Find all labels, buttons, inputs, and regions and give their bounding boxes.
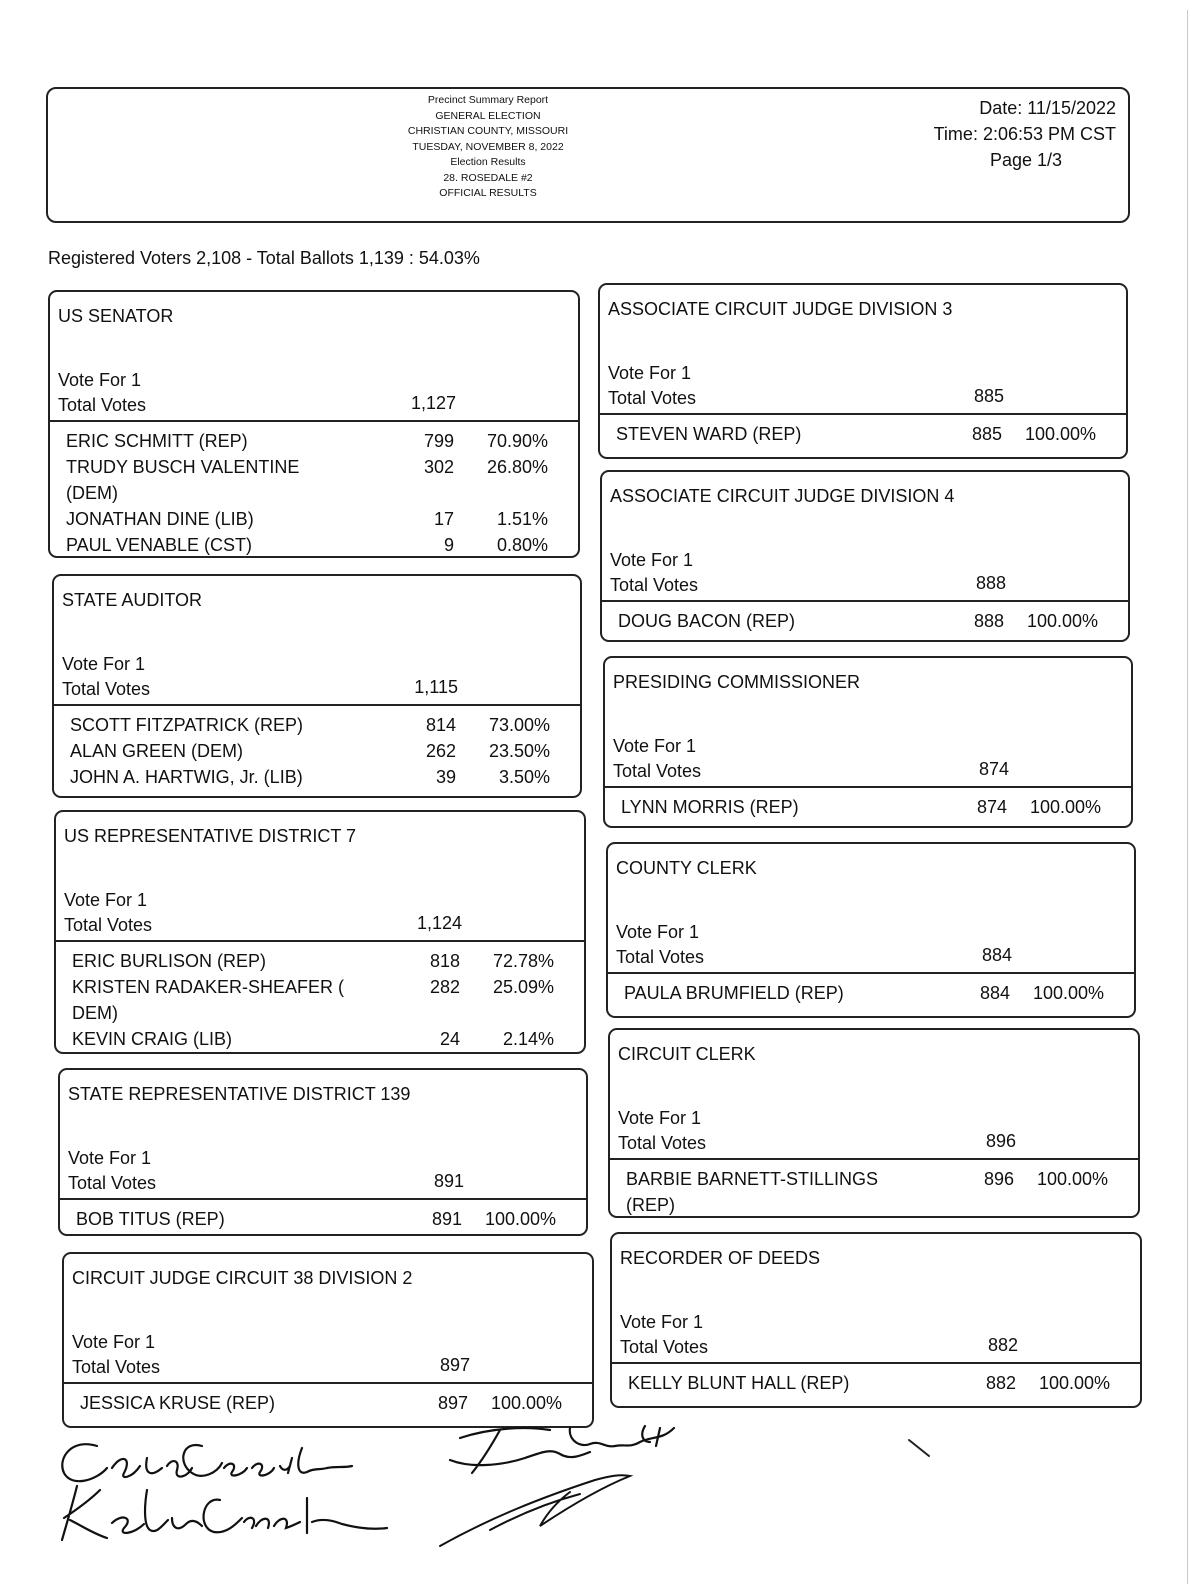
race-title: PRESIDING COMMISSIONER bbox=[613, 672, 861, 692]
candidate-votes: 39 bbox=[435, 767, 456, 787]
candidate-name bbox=[628, 1370, 849, 1396]
total-votes-value: 885 bbox=[973, 386, 1004, 406]
report-type: Precinct Summary Report bbox=[427, 94, 549, 106]
candidate-name bbox=[621, 794, 799, 820]
race-box bbox=[598, 283, 1128, 459]
candidate-name bbox=[66, 454, 299, 506]
candidate-percent: 25.09% bbox=[492, 977, 554, 997]
candidate-name bbox=[616, 421, 801, 447]
candidate-percent: 100.00% bbox=[1029, 797, 1101, 817]
candidate-percent: 2.14% bbox=[502, 1029, 554, 1049]
stray-mark bbox=[905, 1436, 935, 1460]
report-title-block bbox=[368, 93, 608, 202]
candidate-name bbox=[626, 1166, 878, 1218]
candidate-votes: 884 bbox=[979, 983, 1010, 1003]
candidate-percent: 100.00% bbox=[1036, 1169, 1108, 1189]
race-divider bbox=[608, 972, 1134, 974]
candidate-percent: 100.00% bbox=[1026, 611, 1098, 631]
total-votes-value: 884 bbox=[981, 945, 1012, 965]
vote-for-label: Vote For 1 bbox=[62, 654, 146, 674]
total-votes-label: Total Votes bbox=[68, 1173, 157, 1193]
candidate-name-line: KELLY BLUNT HALL (REP) bbox=[628, 1373, 850, 1393]
candidate-name-line: ERIC SCHMITT (REP) bbox=[66, 431, 248, 451]
candidate-votes: 799 bbox=[423, 431, 454, 451]
candidate-votes: 888 bbox=[973, 611, 1004, 631]
race-box bbox=[62, 1252, 594, 1428]
total-votes-value: 896 bbox=[985, 1131, 1016, 1151]
total-votes-label: Total Votes bbox=[613, 761, 702, 781]
race-box bbox=[603, 656, 1133, 828]
candidate-name-line: SCOTT FITZPATRICK (REP) bbox=[70, 715, 303, 735]
total-votes-label: Total Votes bbox=[616, 947, 705, 967]
candidate-name bbox=[624, 980, 844, 1006]
vote-for-label: Vote For 1 bbox=[618, 1108, 702, 1128]
candidate-name bbox=[66, 428, 248, 454]
race-box bbox=[48, 290, 580, 558]
race-box bbox=[606, 842, 1136, 1018]
candidate-name bbox=[70, 764, 303, 790]
candidate-votes: 814 bbox=[425, 715, 456, 735]
race-divider bbox=[605, 786, 1131, 788]
total-votes-value: 874 bbox=[978, 759, 1009, 779]
page-number: Page 1/3 bbox=[989, 150, 1063, 170]
candidate-name bbox=[70, 712, 303, 738]
race-box bbox=[54, 810, 586, 1054]
signature-tom-russell bbox=[430, 1418, 700, 1558]
total-votes-label: Total Votes bbox=[62, 679, 151, 699]
candidate-percent: 100.00% bbox=[490, 1393, 562, 1413]
race-title: STATE AUDITOR bbox=[62, 590, 203, 610]
candidate-name-line: STEVEN WARD (REP) bbox=[616, 424, 802, 444]
race-title: ASSOCIATE CIRCUIT JUDGE DIVISION 4 bbox=[610, 486, 955, 506]
candidate-name-line: DEM) bbox=[72, 1003, 118, 1023]
total-votes-value: 897 bbox=[439, 1355, 470, 1375]
total-votes-label: Total Votes bbox=[610, 575, 699, 595]
candidate-percent: 73.00% bbox=[488, 715, 550, 735]
vote-for-label: Vote For 1 bbox=[608, 363, 692, 383]
results-label: Election Results bbox=[450, 156, 526, 168]
candidate-votes: 302 bbox=[423, 457, 454, 477]
total-votes-value: 1,127 bbox=[410, 393, 456, 413]
race-divider bbox=[600, 413, 1126, 415]
election-name: GENERAL ELECTION bbox=[435, 109, 541, 122]
race-box bbox=[608, 1028, 1140, 1218]
vote-for-label: Vote For 1 bbox=[58, 370, 142, 390]
race-box bbox=[600, 470, 1130, 642]
race-title: US SENATOR bbox=[58, 306, 174, 326]
vote-for-label: Vote For 1 bbox=[610, 550, 694, 570]
candidate-percent: 23.50% bbox=[488, 741, 550, 761]
race-divider bbox=[612, 1362, 1140, 1364]
race-title: CIRCUIT JUDGE CIRCUIT 38 DIVISION 2 bbox=[72, 1268, 413, 1288]
report-header bbox=[46, 87, 1130, 223]
candidate-votes: 17 bbox=[433, 509, 454, 529]
candidate-name-line: DOUG BACON (REP) bbox=[618, 611, 796, 631]
total-votes-label: Total Votes bbox=[64, 915, 153, 935]
precinct-name: 28. ROSEDALE #2 bbox=[443, 171, 533, 184]
candidate-name bbox=[66, 506, 254, 532]
total-votes-label: Total Votes bbox=[72, 1357, 161, 1377]
candidate-name-line: (DEM) bbox=[66, 483, 118, 503]
candidate-name-line: JONATHAN DINE (LIB) bbox=[66, 509, 254, 529]
candidate-name-line: JESSICA KRUSE (REP) bbox=[80, 1393, 276, 1413]
candidate-name-line: JOHN A. HARTWIG, Jr. (LIB) bbox=[70, 767, 303, 787]
candidate-percent: 100.00% bbox=[484, 1209, 556, 1229]
candidate-votes: 818 bbox=[429, 951, 460, 971]
report-time: Time: 2:06:53 PM CST bbox=[933, 124, 1116, 144]
total-votes-value: 1,115 bbox=[414, 677, 458, 697]
vote-for-label: Vote For 1 bbox=[72, 1332, 156, 1352]
vote-for-label: Vote For 1 bbox=[620, 1312, 704, 1332]
candidate-name bbox=[72, 974, 344, 1026]
race-title: RECORDER OF DEEDS bbox=[620, 1248, 821, 1268]
total-votes-value: 888 bbox=[975, 573, 1006, 593]
total-votes-value: 1,124 bbox=[416, 913, 462, 933]
vote-for-label: Vote For 1 bbox=[616, 922, 700, 942]
race-divider bbox=[602, 600, 1128, 602]
candidate-percent: 3.50% bbox=[498, 767, 550, 787]
candidate-name-line: BOB TITUS (REP) bbox=[76, 1209, 225, 1229]
candidate-percent: 72.78% bbox=[492, 951, 554, 971]
race-box bbox=[610, 1232, 1142, 1408]
turnout-summary: Registered Voters 2,108 - Total Ballots 1,139 : 54.03% bbox=[48, 248, 480, 268]
candidate-votes: 882 bbox=[985, 1373, 1016, 1393]
candidate-votes: 262 bbox=[425, 741, 456, 761]
page-edge bbox=[1187, 10, 1188, 1584]
candidate-name bbox=[618, 608, 795, 634]
candidate-name-line: KEVIN CRAIG (LIB) bbox=[72, 1029, 233, 1049]
total-votes-label: Total Votes bbox=[620, 1337, 709, 1357]
race-divider bbox=[60, 1198, 586, 1200]
election-date: TUESDAY, NOVEMBER 8, 2022 bbox=[412, 140, 564, 153]
candidate-percent: 26.80% bbox=[486, 457, 548, 477]
candidate-votes: 885 bbox=[971, 424, 1002, 444]
candidate-percent: 100.00% bbox=[1024, 424, 1096, 444]
candidate-votes: 874 bbox=[976, 797, 1007, 817]
candidate-name bbox=[72, 948, 266, 974]
race-box bbox=[58, 1068, 588, 1236]
race-divider bbox=[64, 1382, 592, 1384]
candidate-name-line: PAUL VENABLE (CST) bbox=[66, 535, 253, 555]
candidate-name bbox=[70, 738, 243, 764]
candidate-votes: 282 bbox=[429, 977, 460, 997]
candidate-name-line: TRUDY BUSCH VALENTINE bbox=[66, 457, 300, 477]
candidate-name bbox=[66, 532, 252, 558]
county-name: CHRISTIAN COUNTY, MISSOURI bbox=[407, 125, 569, 137]
candidate-name-line: ALAN GREEN (DEM) bbox=[70, 741, 244, 761]
candidate-percent: 100.00% bbox=[1038, 1373, 1110, 1393]
vote-for-label: Vote For 1 bbox=[613, 736, 697, 756]
candidate-name-line: BARBIE BARNETT-STILLINGS bbox=[626, 1169, 879, 1189]
report-date: Date: 11/15/2022 bbox=[979, 98, 1116, 118]
candidate-name bbox=[80, 1390, 275, 1416]
candidate-votes: 9 bbox=[443, 535, 454, 555]
vote-for-label: Vote For 1 bbox=[64, 890, 148, 910]
candidate-name-line: PAULA BRUMFIELD (REP) bbox=[624, 983, 844, 1003]
candidate-percent: 1.51% bbox=[496, 509, 548, 529]
race-divider bbox=[610, 1158, 1138, 1160]
total-votes-value: 882 bbox=[987, 1335, 1018, 1355]
candidate-name-line: KRISTEN RADAKER-SHEAFER ( bbox=[72, 977, 345, 997]
signature-kelsu-emler bbox=[52, 1478, 392, 1548]
candidate-votes: 896 bbox=[983, 1169, 1014, 1189]
candidate-votes: 891 bbox=[431, 1209, 462, 1229]
candidate-percent: 100.00% bbox=[1032, 983, 1104, 1003]
race-title: CIRCUIT CLERK bbox=[618, 1044, 756, 1064]
race-divider bbox=[54, 704, 580, 706]
candidate-votes: 24 bbox=[439, 1029, 460, 1049]
candidate-percent: 0.80% bbox=[496, 535, 548, 555]
race-title: COUNTY CLERK bbox=[616, 858, 757, 878]
total-votes-value: 891 bbox=[433, 1171, 464, 1191]
candidate-votes: 897 bbox=[437, 1393, 468, 1413]
race-divider bbox=[50, 420, 578, 422]
total-votes-label: Total Votes bbox=[58, 395, 147, 415]
race-title: ASSOCIATE CIRCUIT JUDGE DIVISION 3 bbox=[608, 299, 953, 319]
candidate-name-line: LYNN MORRIS (REP) bbox=[621, 797, 799, 817]
candidate-name-line: ERIC BURLISON (REP) bbox=[72, 951, 267, 971]
race-box bbox=[52, 574, 582, 798]
race-title: US REPRESENTATIVE DISTRICT 7 bbox=[64, 826, 357, 846]
total-votes-label: Total Votes bbox=[608, 388, 697, 408]
official-label: OFFICIAL RESULTS bbox=[439, 187, 537, 199]
total-votes-label: Total Votes bbox=[618, 1133, 707, 1153]
candidate-name bbox=[72, 1026, 232, 1052]
vote-for-label: Vote For 1 bbox=[68, 1148, 152, 1168]
report-meta bbox=[896, 95, 1116, 173]
race-divider bbox=[56, 940, 584, 942]
candidate-name-line: (REP) bbox=[626, 1195, 675, 1215]
candidate-percent: 70.90% bbox=[486, 431, 548, 451]
candidate-name bbox=[76, 1206, 225, 1232]
race-title: STATE REPRESENTATIVE DISTRICT 139 bbox=[68, 1084, 411, 1104]
